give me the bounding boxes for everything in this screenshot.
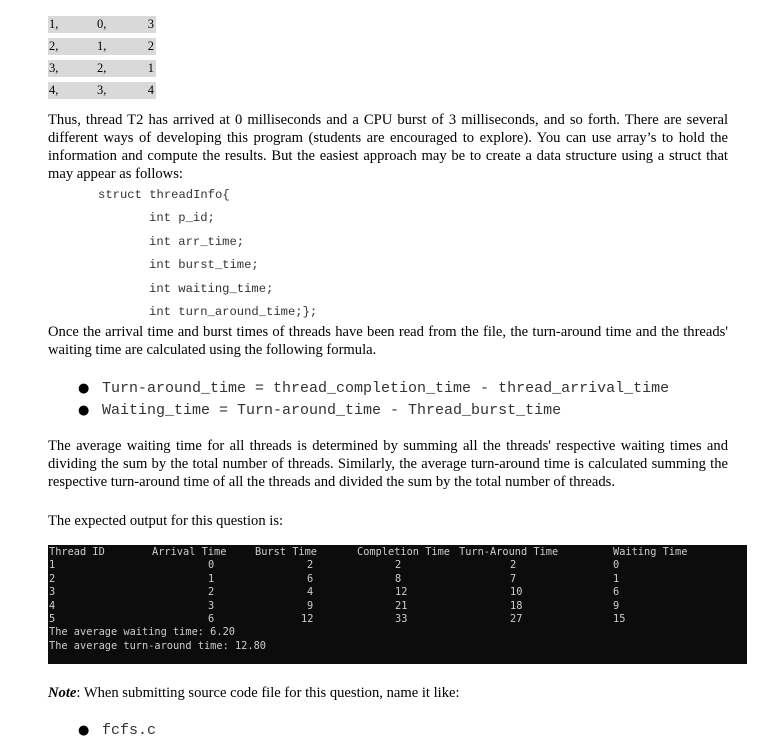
struct-field: int arr_time; <box>149 234 245 249</box>
bullet-icon: ● <box>78 403 90 418</box>
cell-waiting: 0 <box>613 559 620 572</box>
cell-turnaround: 10 <box>510 586 523 599</box>
input-thread-id: 4, <box>49 83 59 97</box>
cell-waiting: 6 <box>613 586 620 599</box>
input-burst: 2 <box>147 39 154 53</box>
struct-code-block <box>98 184 317 324</box>
header-arrival: Arrival Time <box>152 546 227 558</box>
cell-turnaround: 18 <box>510 599 523 612</box>
cell-thread-id: 3 <box>49 586 56 599</box>
cell-thread-id: 2 <box>49 572 56 585</box>
terminal-output <box>48 545 747 664</box>
cell-completion: 33 <box>395 613 408 625</box>
input-burst: 4 <box>147 83 154 97</box>
terminal-row <box>48 559 747 572</box>
struct-field: int waiting_time; <box>149 281 274 296</box>
struct-field: int turn_around_time;}; <box>149 304 318 319</box>
bullet-icon: ● <box>78 381 90 396</box>
cell-burst: 6 <box>307 572 314 585</box>
cell-completion: 2 <box>395 559 402 572</box>
cell-thread-id: 1 <box>49 559 56 572</box>
bullet-icon: ● <box>78 723 90 738</box>
terminal-header-row <box>48 546 747 559</box>
filename-text: fcfs.c <box>102 722 157 739</box>
terminal-avg-turnaround <box>48 640 747 653</box>
input-line <box>48 82 156 99</box>
intro-paragraph: Thus, thread T2 has arrived at 0 milliseconds and a CPU burst of 3 milliseconds, and so forth. There are several different ways of developing this program (students are encouraged to explore). You can use array’s to hold the information and compute the results. But the easiest approach may be to create a data structure using a struct that may appear as follows: <box>48 112 728 182</box>
cell-completion: 21 <box>395 599 408 612</box>
input-line <box>48 60 156 77</box>
cell-burst: 9 <box>307 599 314 612</box>
cell-burst: 2 <box>307 559 314 572</box>
cell-completion: 8 <box>395 572 402 585</box>
avg-turnaround-text: The average turn-around time: 12.80 <box>49 639 266 652</box>
header-burst: Burst Time <box>255 546 317 558</box>
cell-arrival: 0 <box>208 559 215 572</box>
filename-list <box>78 721 156 741</box>
filename-item <box>78 721 156 741</box>
terminal-row <box>48 586 747 599</box>
cell-thread-id: 5 <box>49 613 56 625</box>
cell-arrival: 2 <box>208 586 215 599</box>
input-arrival: 3, <box>97 83 107 97</box>
note-paragraph <box>48 684 728 702</box>
cell-arrival: 3 <box>208 599 215 612</box>
avg-waiting-text: The average waiting time: 6.20 <box>49 626 235 639</box>
input-line <box>48 38 156 55</box>
input-line <box>48 16 156 33</box>
struct-field: int burst_time; <box>149 258 259 273</box>
note-text: : When submitting source code file for this question, name it like: <box>76 685 460 701</box>
cell-turnaround: 27 <box>510 613 523 625</box>
average-paragraph: The average waiting time for all threads is determined by summing all the threads' respective waiting times and dividing the sum by the total number of threads. Similarly, the average turn-around time is calculated summing the respective turn-around time of all the threads and divided the sum by the total number of threads. <box>48 438 728 490</box>
cell-turnaround: 2 <box>510 559 517 572</box>
input-thread-id: 3, <box>49 61 59 75</box>
terminal-avg-waiting <box>48 626 747 639</box>
expected-output-label: The expected output for this question is: <box>48 513 284 529</box>
header-thread-id: Thread ID <box>49 546 105 558</box>
input-arrival: 0, <box>97 17 107 31</box>
terminal-row <box>48 573 747 586</box>
formula-item <box>78 400 669 422</box>
cell-arrival: 6 <box>208 613 215 625</box>
cell-burst: 12 <box>301 613 314 625</box>
cell-waiting: 15 <box>613 613 626 625</box>
input-thread-id: 2, <box>49 39 59 53</box>
input-file-sample <box>48 16 156 104</box>
cell-waiting: 9 <box>613 599 620 612</box>
terminal-row <box>48 600 747 613</box>
struct-header: struct threadInfo{ <box>98 188 230 202</box>
header-completion: Completion Time <box>357 546 450 558</box>
cell-completion: 12 <box>395 586 408 599</box>
struct-field: int p_id; <box>149 211 215 226</box>
cell-waiting: 1 <box>613 572 620 585</box>
note-label: Note <box>48 685 77 701</box>
formula-text: Turn-around_time = thread_completion_time - thread_arrival_time <box>102 380 670 397</box>
cell-burst: 4 <box>307 586 314 599</box>
cell-arrival: 1 <box>208 572 215 585</box>
header-turnaround: Turn-Around Time <box>459 546 559 558</box>
input-burst: 1 <box>147 61 154 75</box>
formula-paragraph: Once the arrival time and burst times of threads have been read from the file, the turn-around time and the threads' waiting time are calculated using the following formula. <box>48 324 728 358</box>
cell-thread-id: 4 <box>49 599 56 612</box>
formula-text: Waiting_time = Turn-around_time - Thread_burst_time <box>102 402 562 419</box>
header-waiting: Waiting Time <box>613 546 688 558</box>
input-burst: 3 <box>147 17 154 31</box>
input-arrival: 2, <box>97 61 107 75</box>
formula-item <box>78 378 669 400</box>
formula-list <box>78 378 669 422</box>
input-arrival: 1, <box>97 39 107 53</box>
terminal-row <box>48 613 747 626</box>
input-thread-id: 1, <box>49 17 59 31</box>
cell-turnaround: 7 <box>510 572 517 585</box>
